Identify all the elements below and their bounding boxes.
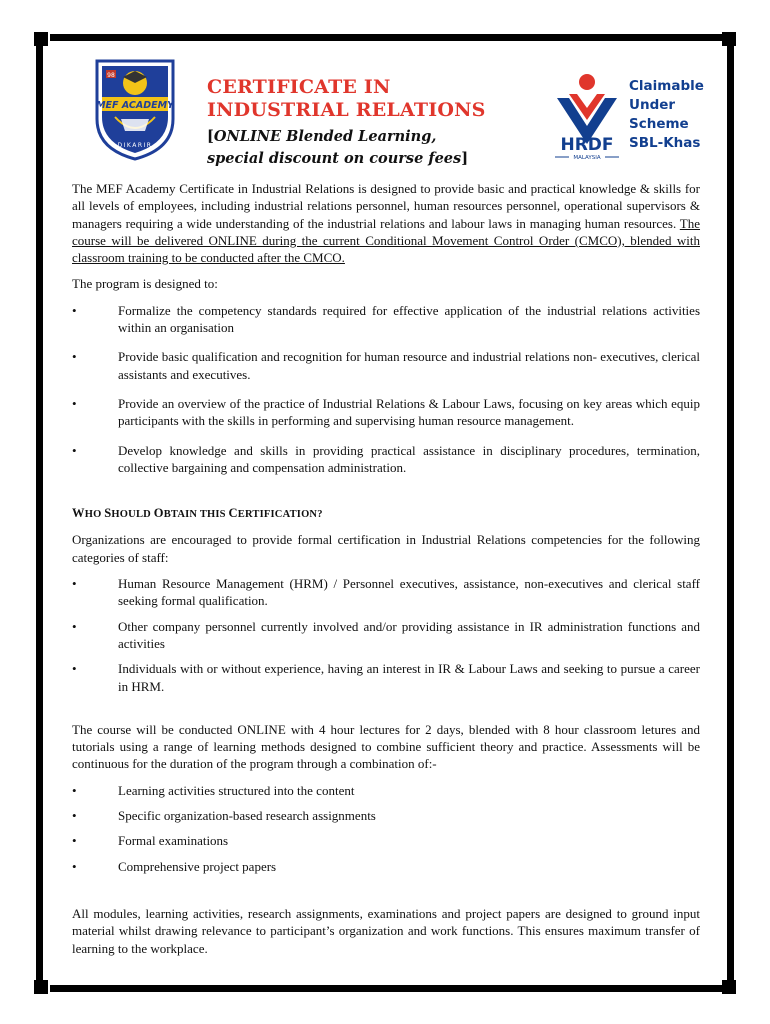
title-line-2: INDUSTRIAL RELATIONS (207, 99, 486, 121)
intro-paragraph (72, 180, 700, 266)
border-corner (722, 980, 736, 994)
list-item (72, 832, 700, 849)
bullet-icon: • (72, 808, 77, 824)
hrdf-country: MALAYSIA (573, 155, 601, 161)
list-item (72, 575, 700, 610)
heading-part: S (104, 506, 112, 521)
heading-part: C (228, 506, 238, 521)
list-item (72, 782, 700, 799)
list-item (72, 302, 700, 337)
bullet-icon: • (72, 395, 77, 411)
list-item-text: Human Resource Management (HRM) / Personnel executives, assistance, non-executives and clerical staff seeking formal qualification. (118, 576, 700, 609)
list-item-text: Learning activities structured into the content (118, 782, 355, 798)
mef-logo-motto: DIKARIR (117, 142, 153, 149)
subtitle-open-bracket: [ (207, 128, 214, 145)
hrdf-wordmark: HRDF (560, 135, 614, 155)
intro-cmco-note: The course will be delivered ONLINE during the current Conditional Movement Control Order (CMCO), blended with classroom training to be conducted after the CMCO. (72, 215, 701, 266)
border-corner (722, 32, 736, 46)
heading-part: HO (84, 509, 105, 521)
list-item-text: Formal examinations (118, 833, 229, 849)
list-item-text: Comprehensive project papers (118, 858, 277, 874)
heading-part: W (72, 506, 85, 521)
list-item (72, 618, 700, 653)
border-left (36, 44, 43, 982)
heading-part: ERTIFICATION? (237, 509, 323, 521)
hrdf-claimable-logo (549, 64, 709, 164)
subtitle-line-1: ONLINE Blended Learning, (213, 128, 437, 145)
document-body (72, 180, 700, 957)
title-line-1: CERTIFICATE IN (207, 76, 391, 98)
bullet-icon: • (72, 442, 77, 458)
delivery-paragraph: The course will be conducted ONLINE with 4 hour lectures for 2 days, blended with 8 hour classroom letures and tutorials using a range of learning methods designed to combine sufficient theory and practice. Assessments will be continuous for the duration of the program through a combination of:- (72, 721, 700, 772)
bullet-icon: • (72, 576, 77, 592)
bullet-icon: • (72, 858, 77, 874)
border-bottom (50, 985, 724, 992)
hrdf-claim-line: Claimable (629, 78, 704, 94)
subtitle-close-bracket: ] (461, 150, 469, 167)
border-top (50, 34, 724, 41)
list-item-text: Provide basic qualification and recognition for human resource and industrial relations non- executives, clerical assistants and executives. (118, 349, 700, 382)
hrdf-claim-line: Scheme (629, 116, 689, 132)
bullet-icon: • (72, 618, 77, 634)
hrdf-claim-line: Under (629, 97, 676, 113)
list-item (72, 660, 700, 695)
bullet-icon: • (72, 349, 77, 365)
intro-text: The MEF Academy Certificate in Industrial Relations is designed to provide basic and practical knowledge & skills for all levels of employees, including industrial relations personnel, human resources personnel, operational supervisors & managers requiring a wide understanding of the industrial relations and labour laws in managing human resources. (72, 181, 700, 231)
border-corner (34, 980, 48, 994)
list-item-text: Individuals with or without experience, having an interest in IR & Labour Laws and seeking to pursue a career in HRM. (118, 661, 700, 694)
border-corner (34, 32, 48, 46)
who-lead: Organizations are encouraged to provide formal certification in Industrial Relations competencies for the following categories of staff: (72, 532, 700, 565)
list-item (72, 807, 700, 824)
heading-part: BTAIN THIS (163, 509, 229, 521)
list-item (72, 395, 700, 430)
border-right (727, 44, 734, 982)
list-item (72, 442, 700, 477)
hrdf-claim-line: SBL-Khas (629, 135, 701, 151)
certificate-subtitle (207, 126, 537, 170)
bullet-icon: • (72, 661, 77, 677)
certificate-title (207, 76, 537, 122)
who-should-obtain-heading (72, 505, 700, 523)
heading-part: HOULD (111, 509, 154, 521)
list-item-text: Other company personnel currently involved and/or providing assistance in IR administration functions and activities (118, 618, 700, 651)
bullet-icon: • (72, 302, 77, 318)
program-objectives-list (72, 302, 700, 476)
list-item-text: Specific organization-based research assignments (118, 808, 376, 824)
program-lead: The program is designed to: (72, 276, 218, 292)
heading-part: O (153, 506, 164, 521)
assessment-methods-list (72, 782, 700, 875)
bullet-icon: • (72, 782, 77, 798)
closing-paragraph: All modules, learning activities, research assignments, examinations and project papers are designed to ground input material whilst drawing relevance to participant’s organization and work functions. This ensures maximum transfer of learning to the workplace. (72, 905, 700, 956)
list-item (72, 858, 700, 875)
mef-academy-logo (93, 57, 177, 161)
list-item-text: Formalize the competency standards required for effective application of the industrial relations activities within an organisation (118, 302, 700, 336)
list-item (72, 348, 700, 383)
bullet-icon: • (72, 833, 77, 849)
mef-logo-year: 98 (107, 72, 115, 79)
subtitle-line-2: special discount on course fees (207, 150, 462, 167)
staff-categories-list (72, 575, 700, 695)
mef-logo-wordmark: MEF ACADEMY (96, 100, 174, 111)
list-item-text: Provide an overview of the practice of Industrial Relations & Labour Laws, focusing on key areas which equip participants with the skills in performing and supervising human resource management. (118, 395, 700, 429)
list-item-text: Develop knowledge and skills in providing practical assistance in disciplinary procedures, termination, collective bargaining and compensation administration. (118, 442, 700, 475)
